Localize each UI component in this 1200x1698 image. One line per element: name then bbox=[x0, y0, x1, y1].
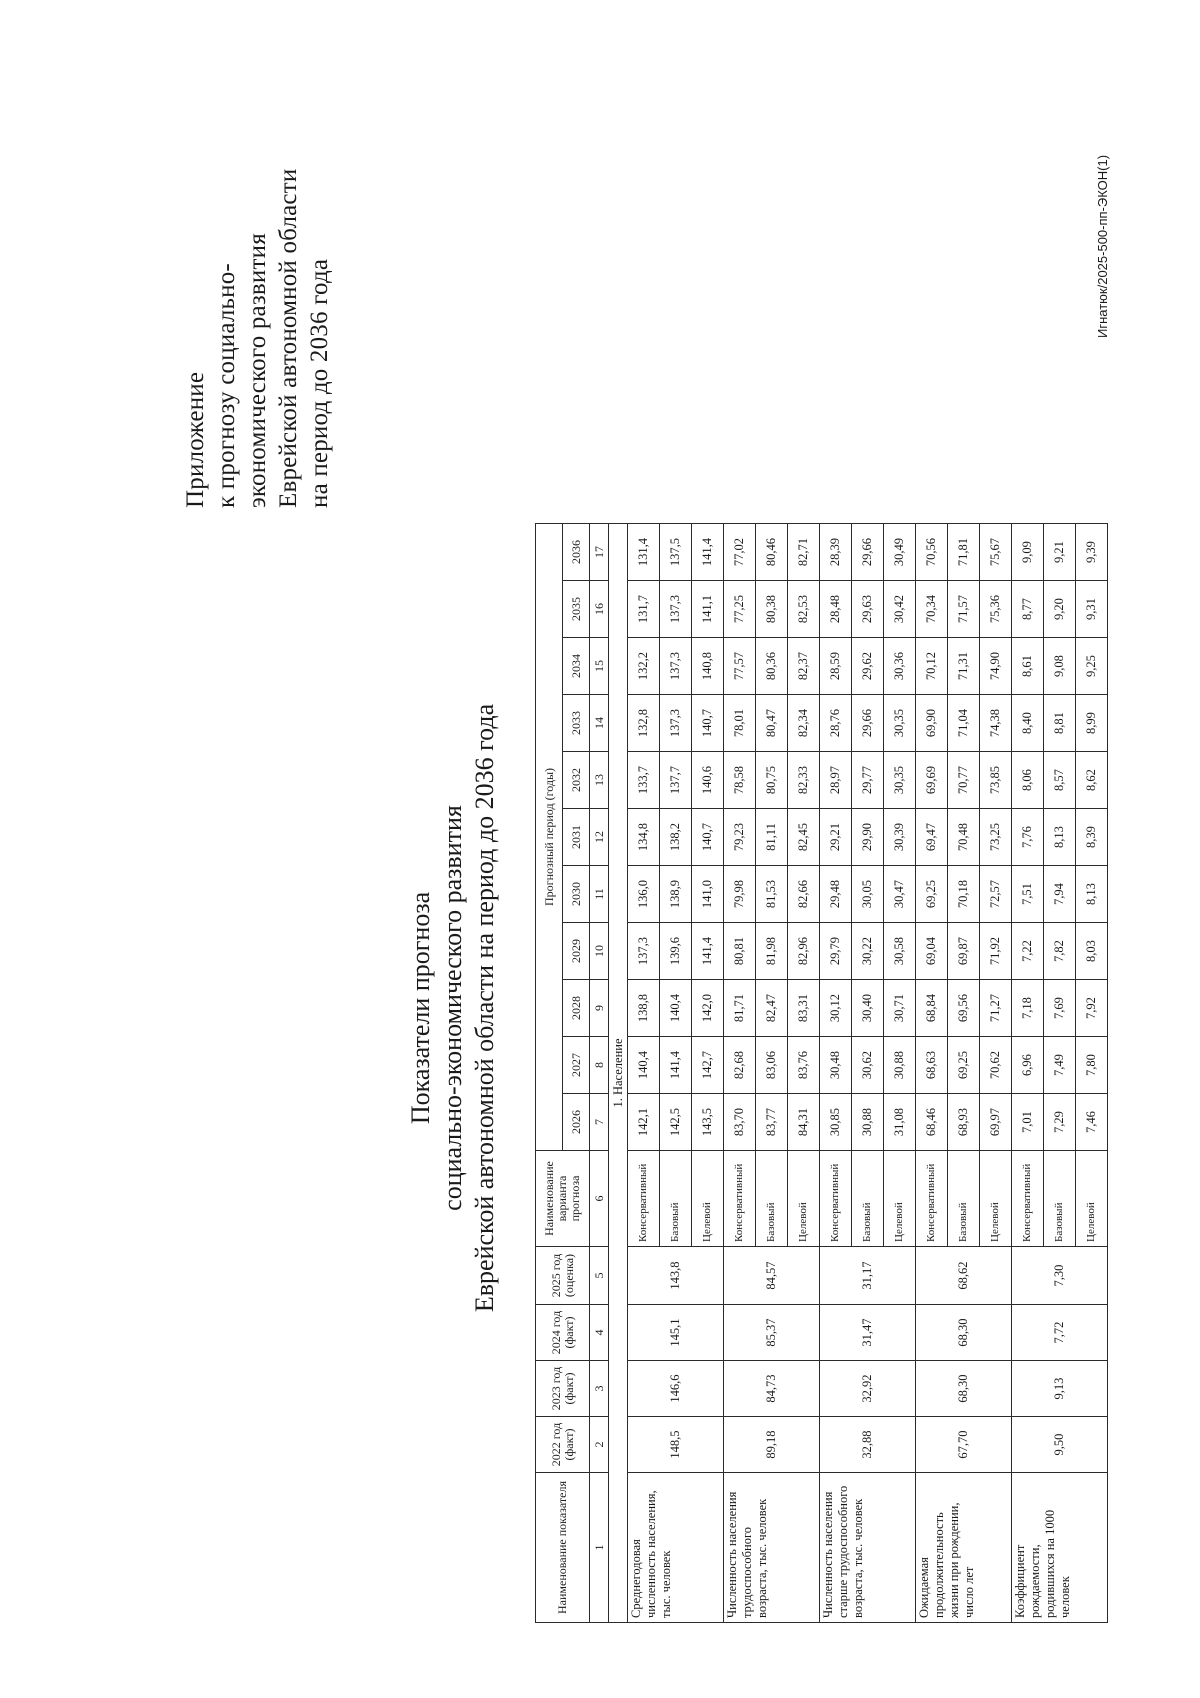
forecast-value: 30,88 bbox=[852, 1094, 884, 1151]
forecast-value: 8,13 bbox=[1044, 809, 1076, 866]
forecast-value: 133,7 bbox=[628, 752, 660, 809]
forecast-value: 30,22 bbox=[852, 923, 884, 980]
forecast-value: 137,3 bbox=[660, 695, 692, 752]
forecast-value: 82,34 bbox=[788, 695, 820, 752]
forecast-value: 80,47 bbox=[756, 695, 788, 752]
forecast-value: 68,93 bbox=[948, 1094, 980, 1151]
header-year: 2026 bbox=[563, 1094, 590, 1151]
table-row bbox=[628, 524, 660, 1623]
forecast-value: 8,06 bbox=[1012, 752, 1044, 809]
forecast-value: 6,96 bbox=[1012, 1037, 1044, 1094]
forecast-value: 137,5 bbox=[660, 524, 692, 581]
forecast-value: 68,46 bbox=[916, 1094, 948, 1151]
column-number: 16 bbox=[590, 581, 609, 638]
forecast-value: 69,90 bbox=[916, 695, 948, 752]
forecast-value: 70,77 bbox=[948, 752, 980, 809]
forecast-value: 8,62 bbox=[1076, 752, 1108, 809]
forecast-value: 28,39 bbox=[820, 524, 852, 581]
forecast-value: 7,76 bbox=[1012, 809, 1044, 866]
forecast-value: 9,08 bbox=[1044, 638, 1076, 695]
forecast-value: 28,59 bbox=[820, 638, 852, 695]
forecast-value: 29,63 bbox=[852, 581, 884, 638]
forecast-value: 7,92 bbox=[1076, 980, 1108, 1037]
header-year: 2034 bbox=[563, 638, 590, 695]
forecast-value: 142,5 bbox=[660, 1094, 692, 1151]
column-number: 13 bbox=[590, 752, 609, 809]
forecast-value: 80,75 bbox=[756, 752, 788, 809]
column-number: 14 bbox=[590, 695, 609, 752]
historical-value: 9,50 bbox=[1012, 1417, 1108, 1473]
title-line: социально-экономического развития bbox=[438, 805, 467, 1211]
historical-value: 68,30 bbox=[916, 1361, 1012, 1417]
variant-label: Целевой bbox=[788, 1151, 820, 1247]
appendix-line: Приложение bbox=[182, 371, 209, 508]
column-number: 11 bbox=[590, 866, 609, 923]
forecast-value: 29,21 bbox=[820, 809, 852, 866]
forecast-value: 141,4 bbox=[692, 524, 724, 581]
forecast-value: 29,48 bbox=[820, 866, 852, 923]
forecast-value: 136,0 bbox=[628, 866, 660, 923]
appendix-line: к прогнозу социально- bbox=[213, 263, 240, 508]
forecast-value: 84,31 bbox=[788, 1094, 820, 1151]
table-row bbox=[1012, 524, 1044, 1623]
forecast-value: 82,96 bbox=[788, 923, 820, 980]
forecast-value: 134,8 bbox=[628, 809, 660, 866]
forecast-value: 132,8 bbox=[628, 695, 660, 752]
forecast-value: 30,47 bbox=[884, 866, 916, 923]
column-number: 4 bbox=[590, 1305, 609, 1361]
header-year: 2036 bbox=[563, 524, 590, 581]
header-year: 2033 bbox=[563, 695, 590, 752]
forecast-value: 77,02 bbox=[724, 524, 756, 581]
forecast-value: 81,71 bbox=[724, 980, 756, 1037]
forecast-value: 73,25 bbox=[980, 809, 1012, 866]
forecast-value: 69,56 bbox=[948, 980, 980, 1037]
forecast-value: 79,23 bbox=[724, 809, 756, 866]
forecast-value: 30,48 bbox=[820, 1037, 852, 1094]
variant-label: Консервативный bbox=[1012, 1151, 1044, 1247]
forecast-value: 79,98 bbox=[724, 866, 756, 923]
variant-label: Базовый bbox=[660, 1151, 692, 1247]
forecast-value: 7,80 bbox=[1076, 1037, 1108, 1094]
header-year: 2035 bbox=[563, 581, 590, 638]
column-number: 8 bbox=[590, 1037, 609, 1094]
forecast-value: 75,67 bbox=[980, 524, 1012, 581]
column-number: 12 bbox=[590, 809, 609, 866]
indicator-name: Численность населения старше трудоспособного возраста, тыс. человек bbox=[820, 1473, 916, 1623]
forecast-value: 70,56 bbox=[916, 524, 948, 581]
forecast-value: 75,36 bbox=[980, 581, 1012, 638]
forecast-value: 142,1 bbox=[628, 1094, 660, 1151]
forecast-value: 71,27 bbox=[980, 980, 1012, 1037]
forecast-value: 8,40 bbox=[1012, 695, 1044, 752]
forecast-value: 83,77 bbox=[756, 1094, 788, 1151]
forecast-value: 9,21 bbox=[1044, 524, 1076, 581]
forecast-value: 7,82 bbox=[1044, 923, 1076, 980]
historical-value: 31,47 bbox=[820, 1305, 916, 1361]
forecast-value: 132,2 bbox=[628, 638, 660, 695]
forecast-value: 82,66 bbox=[788, 866, 820, 923]
forecast-value: 30,05 bbox=[852, 866, 884, 923]
historical-value: 84,73 bbox=[724, 1361, 820, 1417]
forecast-value: 30,85 bbox=[820, 1094, 852, 1151]
forecast-table bbox=[535, 523, 1108, 1623]
forecast-value: 140,4 bbox=[660, 980, 692, 1037]
forecast-value: 81,11 bbox=[756, 809, 788, 866]
forecast-value: 9,09 bbox=[1012, 524, 1044, 581]
forecast-value: 29,79 bbox=[820, 923, 852, 980]
forecast-value: 83,76 bbox=[788, 1037, 820, 1094]
forecast-value: 138,8 bbox=[628, 980, 660, 1037]
forecast-value: 8,13 bbox=[1076, 866, 1108, 923]
forecast-value: 9,20 bbox=[1044, 581, 1076, 638]
forecast-value: 69,47 bbox=[916, 809, 948, 866]
forecast-value: 8,81 bbox=[1044, 695, 1076, 752]
forecast-value: 7,01 bbox=[1012, 1094, 1044, 1151]
forecast-value: 29,66 bbox=[852, 695, 884, 752]
historical-value: 89,18 bbox=[724, 1417, 820, 1473]
forecast-value: 137,3 bbox=[660, 581, 692, 638]
header-2022: 2022 год (факт) bbox=[536, 1417, 590, 1473]
variant-label: Целевой bbox=[1076, 1151, 1108, 1247]
forecast-value: 69,97 bbox=[980, 1094, 1012, 1151]
historical-value: 148,5 bbox=[628, 1417, 724, 1473]
forecast-value: 131,4 bbox=[628, 524, 660, 581]
forecast-value: 80,46 bbox=[756, 524, 788, 581]
forecast-value: 137,3 bbox=[628, 923, 660, 980]
forecast-value: 131,7 bbox=[628, 581, 660, 638]
historical-value: 32,92 bbox=[820, 1361, 916, 1417]
historical-value: 145,1 bbox=[628, 1305, 724, 1361]
forecast-value: 30,12 bbox=[820, 980, 852, 1037]
table-row bbox=[916, 524, 948, 1623]
forecast-value: 83,70 bbox=[724, 1094, 756, 1151]
forecast-value: 80,81 bbox=[724, 923, 756, 980]
forecast-value: 139,6 bbox=[660, 923, 692, 980]
historical-value: 67,70 bbox=[916, 1417, 1012, 1473]
forecast-value: 137,3 bbox=[660, 638, 692, 695]
forecast-value: 28,48 bbox=[820, 581, 852, 638]
forecast-value: 7,94 bbox=[1044, 866, 1076, 923]
forecast-value: 78,01 bbox=[724, 695, 756, 752]
forecast-value: 9,25 bbox=[1076, 638, 1108, 695]
forecast-value: 7,69 bbox=[1044, 980, 1076, 1037]
forecast-value: 70,48 bbox=[948, 809, 980, 866]
forecast-value: 70,34 bbox=[916, 581, 948, 638]
appendix-line: на период до 2036 года bbox=[306, 258, 333, 508]
column-number: 2 bbox=[590, 1417, 609, 1473]
header-year: 2029 bbox=[563, 923, 590, 980]
title-line: Еврейской автономной области на период до 2036 года bbox=[470, 703, 499, 1313]
forecast-value: 82,68 bbox=[724, 1037, 756, 1094]
column-number: 1 bbox=[590, 1473, 609, 1623]
forecast-value: 82,47 bbox=[756, 980, 788, 1037]
column-number: 6 bbox=[590, 1151, 609, 1247]
header-2023: 2023 год (факт) bbox=[536, 1361, 590, 1417]
forecast-value: 9,39 bbox=[1076, 524, 1108, 581]
forecast-value: 137,7 bbox=[660, 752, 692, 809]
forecast-value: 140,4 bbox=[628, 1037, 660, 1094]
variant-label: Консервативный bbox=[724, 1151, 756, 1247]
variant-label: Консервативный bbox=[628, 1151, 660, 1247]
indicator-name: Численность населения трудоспособного возраста, тыс. человек bbox=[724, 1473, 820, 1623]
historical-value: 84,57 bbox=[724, 1247, 820, 1305]
forecast-value: 29,66 bbox=[852, 524, 884, 581]
column-number: 17 bbox=[590, 524, 609, 581]
forecast-value: 30,71 bbox=[884, 980, 916, 1037]
forecast-value: 77,57 bbox=[724, 638, 756, 695]
forecast-value: 7,29 bbox=[1044, 1094, 1076, 1151]
forecast-value: 7,18 bbox=[1012, 980, 1044, 1037]
forecast-value: 142,7 bbox=[692, 1037, 724, 1094]
historical-value: 68,62 bbox=[916, 1247, 1012, 1305]
forecast-value: 71,31 bbox=[948, 638, 980, 695]
forecast-value: 7,46 bbox=[1076, 1094, 1108, 1151]
forecast-value: 82,53 bbox=[788, 581, 820, 638]
forecast-value: 69,69 bbox=[916, 752, 948, 809]
forecast-value: 8,77 bbox=[1012, 581, 1044, 638]
forecast-value: 30,88 bbox=[884, 1037, 916, 1094]
forecast-value: 138,2 bbox=[660, 809, 692, 866]
forecast-value: 9,31 bbox=[1076, 581, 1108, 638]
forecast-value: 71,81 bbox=[948, 524, 980, 581]
forecast-value: 140,7 bbox=[692, 695, 724, 752]
column-number: 7 bbox=[590, 1094, 609, 1151]
header-year: 2028 bbox=[563, 980, 590, 1037]
appendix-line: Еврейской автономной области bbox=[275, 168, 302, 508]
forecast-value: 30,36 bbox=[884, 638, 916, 695]
variant-label: Базовый bbox=[1044, 1151, 1076, 1247]
forecast-value: 70,12 bbox=[916, 638, 948, 695]
variant-label: Консервативный bbox=[916, 1151, 948, 1247]
title-line: Показатели прогноза bbox=[406, 891, 435, 1125]
forecast-value: 82,37 bbox=[788, 638, 820, 695]
forecast-value: 31,08 bbox=[884, 1094, 916, 1151]
forecast-value: 77,25 bbox=[724, 581, 756, 638]
forecast-value: 28,76 bbox=[820, 695, 852, 752]
forecast-value: 8,61 bbox=[1012, 638, 1044, 695]
table-row bbox=[724, 524, 756, 1623]
forecast-value: 68,63 bbox=[916, 1037, 948, 1094]
historical-value: 9,13 bbox=[1012, 1361, 1108, 1417]
forecast-value: 7,22 bbox=[1012, 923, 1044, 980]
forecast-value: 141,1 bbox=[692, 581, 724, 638]
indicator-name: Среднегодовая численность населения, тыс. человек bbox=[628, 1473, 724, 1623]
forecast-value: 30,49 bbox=[884, 524, 916, 581]
forecast-value: 73,85 bbox=[980, 752, 1012, 809]
historical-value: 146,6 bbox=[628, 1361, 724, 1417]
forecast-value: 30,39 bbox=[884, 809, 916, 866]
forecast-value: 140,7 bbox=[692, 809, 724, 866]
forecast-value: 69,04 bbox=[916, 923, 948, 980]
header-forecast-period: Прогнозный период (годы) bbox=[536, 524, 563, 1151]
forecast-value: 30,58 bbox=[884, 923, 916, 980]
forecast-value: 8,39 bbox=[1076, 809, 1108, 866]
forecast-value: 143,5 bbox=[692, 1094, 724, 1151]
forecast-value: 80,36 bbox=[756, 638, 788, 695]
appendix-note bbox=[180, 38, 335, 508]
forecast-value: 142,0 bbox=[692, 980, 724, 1037]
forecast-value: 69,25 bbox=[948, 1037, 980, 1094]
variant-label: Целевой bbox=[884, 1151, 916, 1247]
historical-value: 143,8 bbox=[628, 1247, 724, 1305]
historical-value: 32,88 bbox=[820, 1417, 916, 1473]
forecast-value: 71,04 bbox=[948, 695, 980, 752]
forecast-value: 8,03 bbox=[1076, 923, 1108, 980]
forecast-value: 72,57 bbox=[980, 866, 1012, 923]
indicator-name: Коэффициент рождаемости, родившихся на 1000 человек bbox=[1012, 1473, 1108, 1623]
appendix-line: экономического развития bbox=[244, 233, 271, 508]
forecast-value: 140,8 bbox=[692, 638, 724, 695]
table-row bbox=[820, 524, 852, 1623]
forecast-value: 74,90 bbox=[980, 638, 1012, 695]
forecast-value: 82,45 bbox=[788, 809, 820, 866]
header-variant: Наименование варианта прогноза bbox=[536, 1151, 590, 1247]
forecast-value: 81,98 bbox=[756, 923, 788, 980]
forecast-value: 81,53 bbox=[756, 866, 788, 923]
historical-value: 31,17 bbox=[820, 1247, 916, 1305]
header-2024: 2024 год (факт) bbox=[536, 1305, 590, 1361]
header-year: 2030 bbox=[563, 866, 590, 923]
header-year: 2031 bbox=[563, 809, 590, 866]
variant-label: Базовый bbox=[756, 1151, 788, 1247]
forecast-value: 83,31 bbox=[788, 980, 820, 1037]
forecast-value: 82,71 bbox=[788, 524, 820, 581]
forecast-value: 69,25 bbox=[916, 866, 948, 923]
column-number: 5 bbox=[590, 1247, 609, 1305]
forecast-value: 30,42 bbox=[884, 581, 916, 638]
forecast-value: 29,90 bbox=[852, 809, 884, 866]
forecast-value: 69,87 bbox=[948, 923, 980, 980]
forecast-value: 30,62 bbox=[852, 1037, 884, 1094]
forecast-value: 7,49 bbox=[1044, 1037, 1076, 1094]
variant-label: Базовый bbox=[948, 1151, 980, 1247]
column-number: 10 bbox=[590, 923, 609, 980]
variant-label: Консервативный bbox=[820, 1151, 852, 1247]
header-indicator: Наименование показателя bbox=[536, 1473, 590, 1623]
historical-value: 68,30 bbox=[916, 1305, 1012, 1361]
forecast-value: 7,51 bbox=[1012, 866, 1044, 923]
variant-label: Целевой bbox=[980, 1151, 1012, 1247]
column-number: 15 bbox=[590, 638, 609, 695]
indicator-name: Ожидаемая продолжительность жизни при рождении, число лет bbox=[916, 1473, 1012, 1623]
forecast-value: 78,58 bbox=[724, 752, 756, 809]
forecast-value: 30,40 bbox=[852, 980, 884, 1037]
forecast-value: 141,4 bbox=[692, 923, 724, 980]
variant-label: Целевой bbox=[692, 1151, 724, 1247]
document-footer: Игнатюк/2025-500-пп-ЭКОН(1) bbox=[1095, 154, 1110, 338]
forecast-value: 80,38 bbox=[756, 581, 788, 638]
forecast-value: 8,99 bbox=[1076, 695, 1108, 752]
forecast-value: 141,4 bbox=[660, 1037, 692, 1094]
historical-value: 7,72 bbox=[1012, 1305, 1108, 1361]
forecast-value: 70,62 bbox=[980, 1037, 1012, 1094]
document-title bbox=[405, 508, 501, 1508]
variant-label: Базовый bbox=[852, 1151, 884, 1247]
forecast-value: 70,18 bbox=[948, 866, 980, 923]
header-2025: 2025 год (оценка) bbox=[536, 1247, 590, 1305]
historical-value: 7,30 bbox=[1012, 1247, 1108, 1305]
forecast-value: 30,35 bbox=[884, 695, 916, 752]
historical-value: 85,37 bbox=[724, 1305, 820, 1361]
forecast-value: 29,62 bbox=[852, 638, 884, 695]
header-year: 2027 bbox=[563, 1037, 590, 1094]
forecast-value: 82,33 bbox=[788, 752, 820, 809]
forecast-value: 83,06 bbox=[756, 1037, 788, 1094]
forecast-value: 28,97 bbox=[820, 752, 852, 809]
forecast-value: 29,77 bbox=[852, 752, 884, 809]
column-number: 9 bbox=[590, 980, 609, 1037]
forecast-value: 138,9 bbox=[660, 866, 692, 923]
section-title: 1. Население bbox=[609, 524, 628, 1623]
forecast-value: 68,84 bbox=[916, 980, 948, 1037]
forecast-value: 8,57 bbox=[1044, 752, 1076, 809]
forecast-value: 74,38 bbox=[980, 695, 1012, 752]
forecast-value: 71,92 bbox=[980, 923, 1012, 980]
forecast-value: 141,0 bbox=[692, 866, 724, 923]
column-number: 3 bbox=[590, 1361, 609, 1417]
forecast-value: 71,57 bbox=[948, 581, 980, 638]
forecast-value: 30,35 bbox=[884, 752, 916, 809]
forecast-value: 140,6 bbox=[692, 752, 724, 809]
header-year: 2032 bbox=[563, 752, 590, 809]
